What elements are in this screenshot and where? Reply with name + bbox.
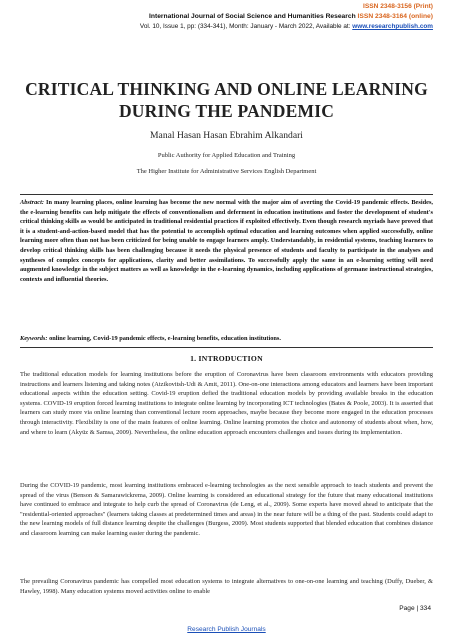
divider-top	[20, 194, 433, 195]
abstract	[20, 198, 433, 284]
paper-title: CRITICAL THINKING AND ONLINE LEARNING DURING THE PANDEMIC	[25, 79, 428, 121]
author-name: Manal Hasan Hasan Ebrahim Alkandari	[150, 130, 303, 141]
volume-info-line	[20, 22, 433, 32]
journal-name: International Journal of Social Science and Humanities Research	[149, 13, 356, 20]
journal-header	[20, 2, 433, 32]
page-number: Page | 334	[399, 605, 431, 612]
keywords	[20, 335, 433, 342]
divider-bottom	[20, 347, 433, 348]
keywords-label: Keywords:	[20, 335, 48, 342]
volume-info: Vol. 10, Issue 1, pp: (334-341), Month: January - March 2022, Available at:	[139, 23, 353, 30]
issn-online: ISSN 2348-3164 (online)	[357, 13, 433, 20]
body-paragraph-3: The prevailing Coronavirus pandemic has compelled most education systems to integrate alternatives to one-on-one learning and teaching (Duffy, Dueber, & Hawley, 1998). Many education systems moved activities online to enable	[20, 578, 433, 595]
affiliation-2: The Higher Institute for Administrative Services English Department	[136, 168, 317, 175]
publisher-link[interactable]: Research Publish Journals	[187, 626, 266, 633]
abstract-label: Abstract:	[20, 199, 44, 206]
affiliation-1: Public Authority for Applied Education and Training	[157, 152, 296, 159]
abstract-text: In many learning places, online learning has become the new normal with the major aim of averting the Covid-19 pandemic effects. Besides, the e-learning benefits can help mitigate the effects of conventionalism and deferment in education institutions and foster the development of student's critical thinking skills as would be anticipated in traditional residential practices if exploited effectively. Even though research myriads have proved that it is a student-and-action-based model that has the potential to accomplish optimal education and learning outcomes when applied successfully, online learning more often than not has been criticized for being unable to engage learners amply. Understandably, in residential systems, teaching learners to develop critical thinking skills has been challenging because it needs the physical presence of students and faculty to participate in the analyses and syntheses of complex concepts for applications, clarity and better assimilations. To successfully apply the same in an e-learning setting will need augmented knowledge in the subject matters as well as knowledge in the e-learning dynamics, including applications of germane instructional strategies, contexts and influential theories.	[20, 199, 433, 283]
body-paragraph-1: The traditional education models for learning institutions before the eruption of Coronavirus have been classroom environments with educators providing instructions and learners listening and taking notes (Atzikovitsh-Udi & Amit, 2011). One-on-one interactions among educators and learners have been important educational aspects within the education setting. Covid-19 eruption defied the traditional education models by providing available breaks in the education systems. COVID-19 eruption forced learning institutions to integrate online learning by incorporating ICT technologies (Bates & Poole, 2003). It is asserted that learners can study more via online learning than conventional lecture room approaches, maybe because they become more engaged in the education processes through interactivity. Flexibility is one of the main features of online learning. Online learning promotes the choice and autonomy of students about when, how, and where to learn (Akyüz & Samsa, 2009). Nevertheless, the online education approach encounters challenges and issues during its implementation.	[20, 371, 433, 436]
journal-name-line	[20, 12, 433, 22]
issn-print: ISSN 2348-3156 (Print)	[363, 3, 433, 10]
footer	[0, 626, 453, 633]
website-link[interactable]: www.researchpublish.com	[352, 23, 433, 30]
section-heading-introduction: 1. INTRODUCTION	[190, 354, 263, 363]
keywords-text: online learning, Covid-19 pandemic effects, e-learning benefits, education institutions.	[47, 335, 281, 342]
body-paragraph-2: During the COVID-19 pandemic, most learning institutions embraced e-learning technologies as the next sensible approach to teach students and prevent the spread of the virus (Benson & Samarawickrema, 2009). Online learning is considered an educational strategy for the future that many educational institutions have continued to embrace and integrate to help curb the spread of Coronavirus (de Leng, et al., 2009). Some experts have moved ahead to anticipate that the "residential-oriented approaches" (learners taking classes at predetermined times and areas) in the near future will be a thing of the past. Students could adapt to the new learning models of full distance learning despite the challenges (Burgess, 2009). Most students supported that blended education that combines distance and classroom learning can make learning easier during the pandemic.	[20, 482, 433, 537]
